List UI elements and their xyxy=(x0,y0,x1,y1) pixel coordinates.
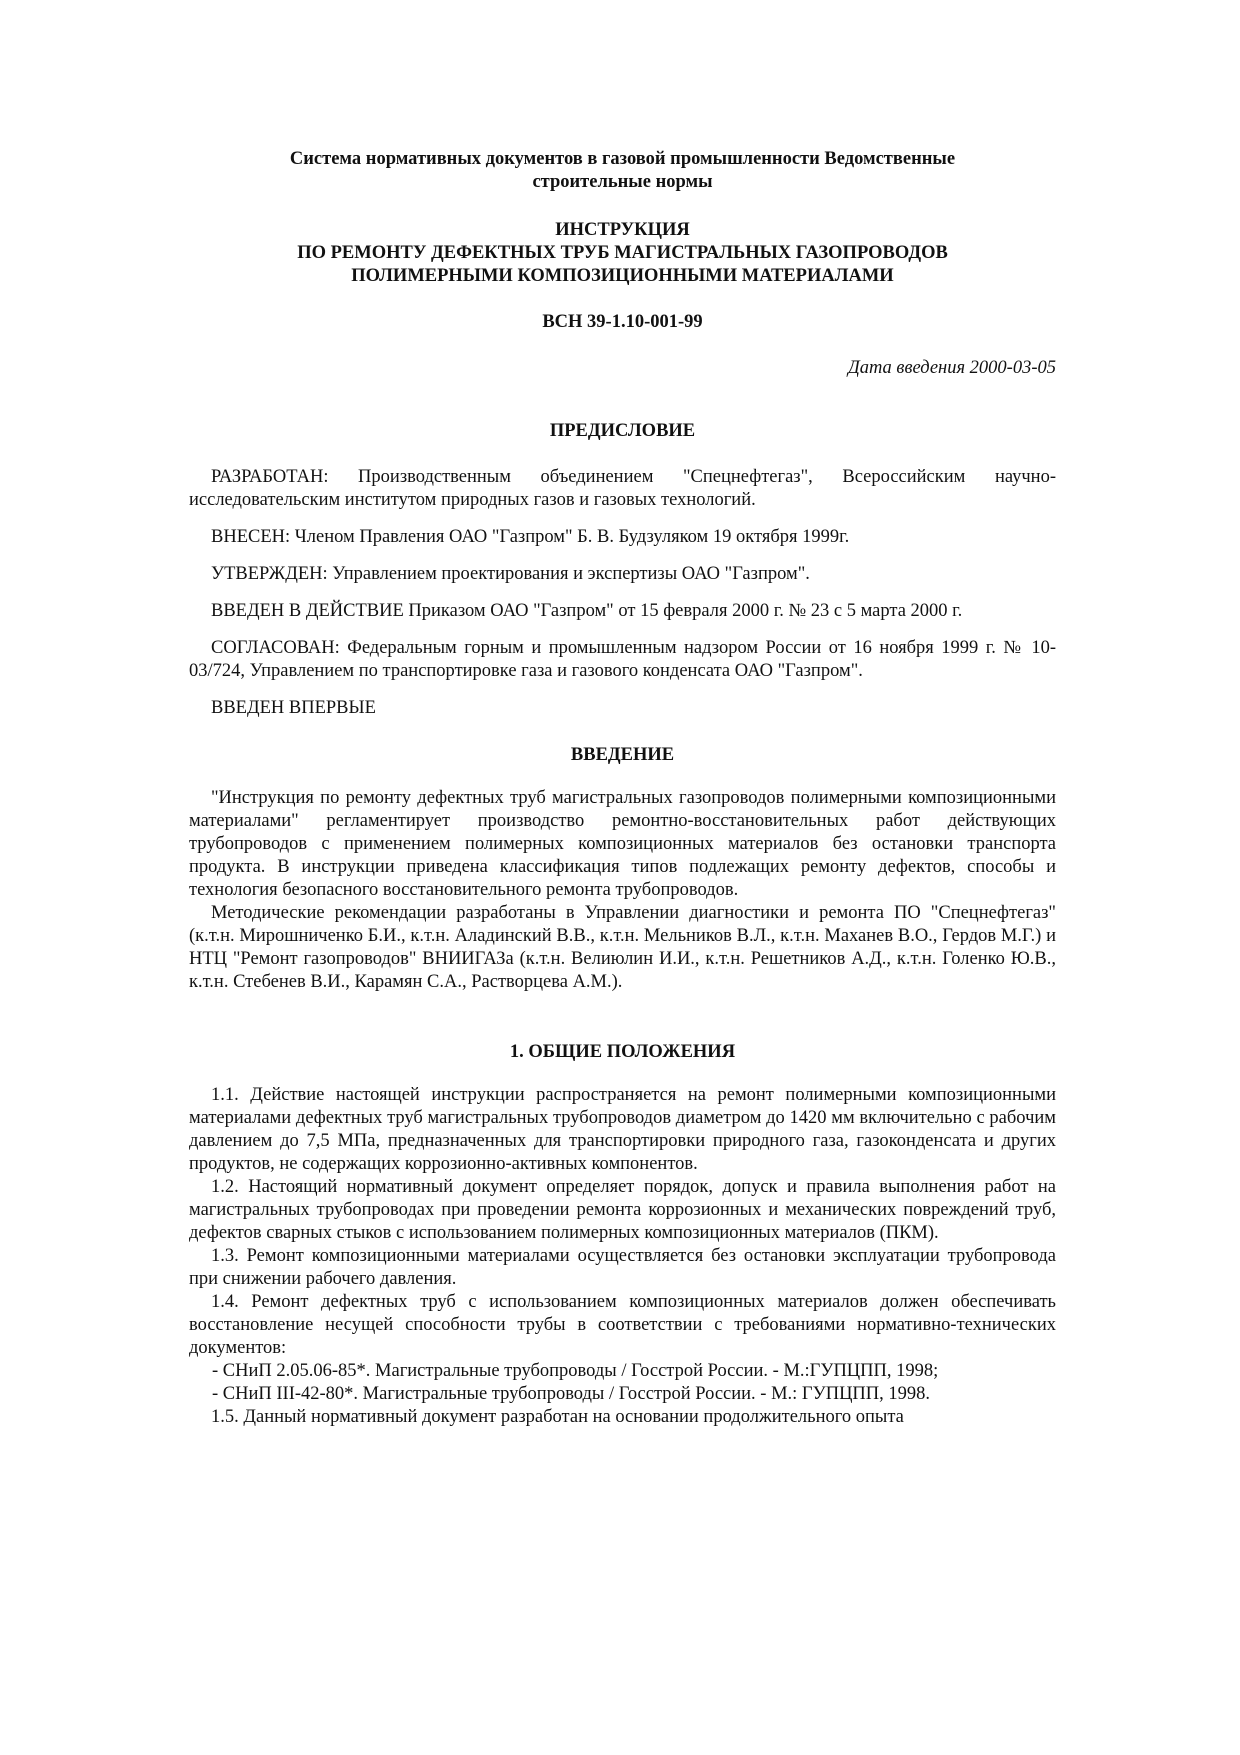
preface-submitted: ВНЕСЕН: Членом Правления ОАО "Газпром" Б. В. Будзуляком 19 октября 1999г. xyxy=(211,527,850,547)
preface-approved: УТВЕРЖДЕН: Управлением проектирования и экспертизы ОАО "Газпром". xyxy=(211,564,810,584)
clause-1-4: 1.4. Ремонт дефектных труб с использованием композиционных материалов должен обеспечивать восстановление несущей способности трубы в соответствии с требованиями нормативно-технических документов: xyxy=(189,1292,1056,1358)
document-page xyxy=(189,148,1056,1429)
reference-snip-2: - СНиП III-42-80*. Магистральные трубопроводы / Госстрой России. - М.: ГУПЦПП, 1998. xyxy=(212,1384,931,1404)
introduction-paragraph: Методические рекомендации разработаны в Управлении диагностики и ремонта ПО "Спецнефтегаз" (к.т.н. Мирошниченко Б.И., к.т.н. Аладинский В.В., к.т.н. Мельников В.Л., к.т.н. Маханев В.О., Гердов М.Г.) и НТЦ "Ремонт газопроводов" ВНИИГАЗа (к.т.н. Велиюлин И.И., к.т.н. Решетников А.Д., к.т.н. Голенко Ю.В., к.т.н. Стебенев В.И., Карамян С.А., Растворцева А.М.). xyxy=(189,903,1056,992)
clause-1-1: 1.1. Действие настоящей инструкции распространяется на ремонт полимерными композиционными материалами дефектных труб магистральных трубопроводов диаметром до 1420 мм включительно с рабочим давлением до 7,5 МПа, предназначенных для транспортировки природного газа, газоконденсата и других продуктов, не содержащих коррозионно-активных компонентов. xyxy=(189,1085,1056,1174)
preface-section xyxy=(189,466,1056,720)
introduction-paragraph: "Инструкция по ремонту дефектных труб магистральных газопроводов полимерными композиционными материалами" регламентирует производство ремонтно-восстановительных работ действующих трубопроводов с применением полимерных композиционных материалов без остановки транспорта продукта. В инструкции приведена классификация типов подлежащих ремонту дефектов, способы и технология безопасного восстановительного ремонта трубопроводов. xyxy=(189,788,1056,900)
general-provisions-section xyxy=(189,1084,1056,1429)
reference-snip-1: - СНиП 2.05.06-85*. Магистральные трубопроводы / Госстрой России. - М.:ГУПЦПП, 1998; xyxy=(212,1361,939,1381)
preface-first-issue: ВВЕДЕН ВПЕРВЫЕ xyxy=(211,698,376,718)
introduction-heading: ВВЕДЕНИЕ xyxy=(570,745,675,765)
document-title xyxy=(189,219,1056,288)
title-line-1: ИНСТРУКЦИЯ xyxy=(555,220,690,240)
clause-1-5: 1.5. Данный нормативный документ разработан на основании продолжительного опыта xyxy=(211,1407,904,1427)
preface-developed: РАЗРАБОТАН: Производственным объединением "Спецнефтегаз", Всероссийским научно-исследовательским институтом природных газов и газовых технологий. xyxy=(189,467,1056,510)
title-line-2: ПО РЕМОНТУ ДЕФЕКТНЫХ ТРУБ МАГИСТРАЛЬНЫХ ГАЗОПРОВОДОВ xyxy=(297,243,948,263)
title-line-3: ПОЛИМЕРНЫМИ КОМПОЗИЦИОННЫМИ МАТЕРИАЛАМИ xyxy=(351,266,894,286)
preface-agreed: СОГЛАСОВАН: Федеральным горным и промышленным надзором России от 16 ноября 1999 г. № 10-03/724, Управлением по транспортировке газа и газового конденсата ОАО "Газпром". xyxy=(189,638,1056,681)
system-header: Система нормативных документов в газовой промышленности Ведомственные строительные нормы xyxy=(289,149,956,192)
preface-heading: ПРЕДИСЛОВИЕ xyxy=(549,421,696,441)
general-provisions-heading: 1. ОБЩИЕ ПОЛОЖЕНИЯ xyxy=(509,1042,736,1062)
document-code: ВСН 39-1.10-001-99 xyxy=(542,312,703,332)
preface-enacted: ВВЕДЕН В ДЕЙСТВИЕ Приказом ОАО "Газпром" от 15 февраля 2000 г. № 23 с 5 марта 2000 г. xyxy=(211,601,963,621)
clause-1-3: 1.3. Ремонт композиционными материалами осуществляется без остановки эксплуатации трубопровода при снижении рабочего давления. xyxy=(189,1246,1056,1289)
introduction-section xyxy=(189,787,1056,994)
introduction-date: Дата введения 2000-03-05 xyxy=(847,358,1056,378)
clause-1-2: 1.2. Настоящий нормативный документ определяет порядок, допуск и правила выполнения работ на магистральных трубопроводах при проведении ремонта коррозионных и механических повреждений труб, дефектов сварных стыков с использованием полимерных композиционных материалов (ПКМ). xyxy=(189,1177,1056,1243)
